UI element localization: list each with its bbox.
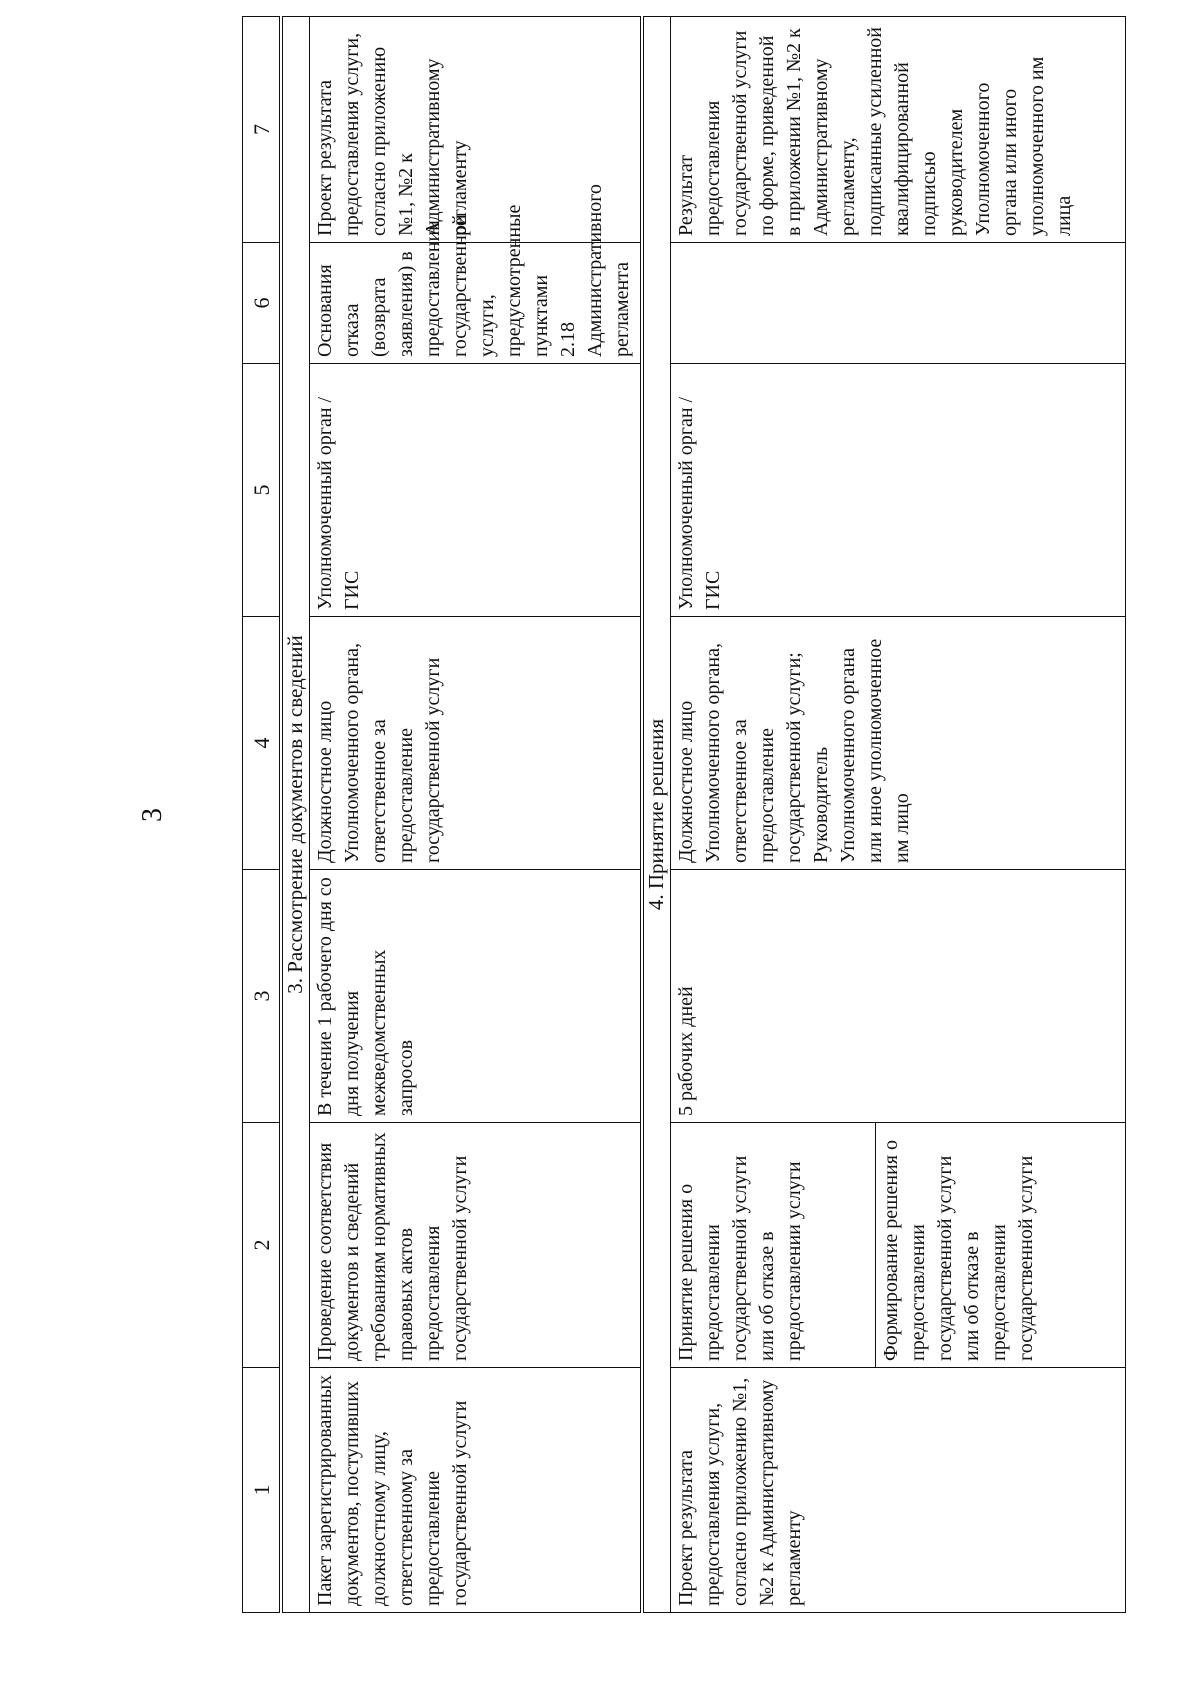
column-number: 7 — [243, 17, 282, 243]
column-number: 4 — [243, 617, 282, 870]
cell-result: Результат предоставления государственной услуги по форме, приведенной в приложении №1, №2 к Административному регламенту, подписанные усиленной квалифицированной подписью руководителем Уполномоченного органа или иного уполномоченного им лица — [671, 17, 1126, 243]
table-row — [310, 17, 643, 1613]
cell-result: Проект результата предоставления услуги, согласно приложению №1, №2 к Административному регламенту — [310, 17, 643, 243]
cell-place: Уполномоченный орган / ГИС — [671, 364, 1126, 617]
section-title: 4. Принятие решения — [642, 17, 671, 1613]
cell-input-documents: Проект результата предоставления услуги, согласно приложению №1, №2 к Административному регламенту — [671, 1368, 1126, 1613]
cell-action: Проведение соответствия документов и сведений требованиям нормативных правовых актов предоставления государственной услуги — [310, 1123, 643, 1368]
cell-criteria — [671, 243, 1126, 364]
cell-duration: 5 рабочих дней — [671, 870, 1126, 1123]
cell-action: Принятие решения о предоставлении государственной услуги или об отказе в предоставлении услуги — [671, 1123, 876, 1368]
cell-duration: В течение 1 рабочего дня со дня получения межведомственных запросов — [310, 870, 643, 1123]
procedure-table — [242, 16, 1126, 1613]
cell-input-documents: Пакет зарегистрированных документов, поступивших должностному лицу, ответственному за предоставление государственной услуги — [310, 1368, 643, 1613]
section-title: 3. Рассмотрение документов и сведений — [281, 17, 310, 1613]
cell-responsible: Должностное лицо Уполномоченного органа, ответственное за предоставление государственной услуги — [310, 617, 643, 870]
cell-criteria: Основания отказа (возврата заявления) в предоставлении государственной услуги, предусмотренные пунктами 2.18 Административного регламента — [310, 243, 643, 364]
column-number: 2 — [243, 1123, 282, 1368]
page-number: 3 — [137, 808, 168, 822]
column-number-row — [243, 17, 282, 1613]
table-row — [671, 17, 876, 1613]
column-number: 3 — [243, 870, 282, 1123]
column-number: 6 — [243, 243, 282, 364]
cell-responsible: Должностное лицо Уполномоченного органа, ответственное за предоставление государственной услуги; Руководитель Уполномоченного органа или иное уполномоченное им лицо — [671, 617, 1126, 870]
column-number: 1 — [243, 1368, 282, 1613]
section-header-row — [642, 17, 671, 1613]
cell-place: Уполномоченный орган / ГИС — [310, 364, 643, 617]
rotated-page — [130, 17, 1075, 1613]
section-header-row — [281, 17, 310, 1613]
column-number: 5 — [243, 364, 282, 617]
cell-action-secondary: Формирование решения о предоставлении государственной услуги или об отказе в предоставлении государственной услуги — [876, 1123, 1126, 1368]
